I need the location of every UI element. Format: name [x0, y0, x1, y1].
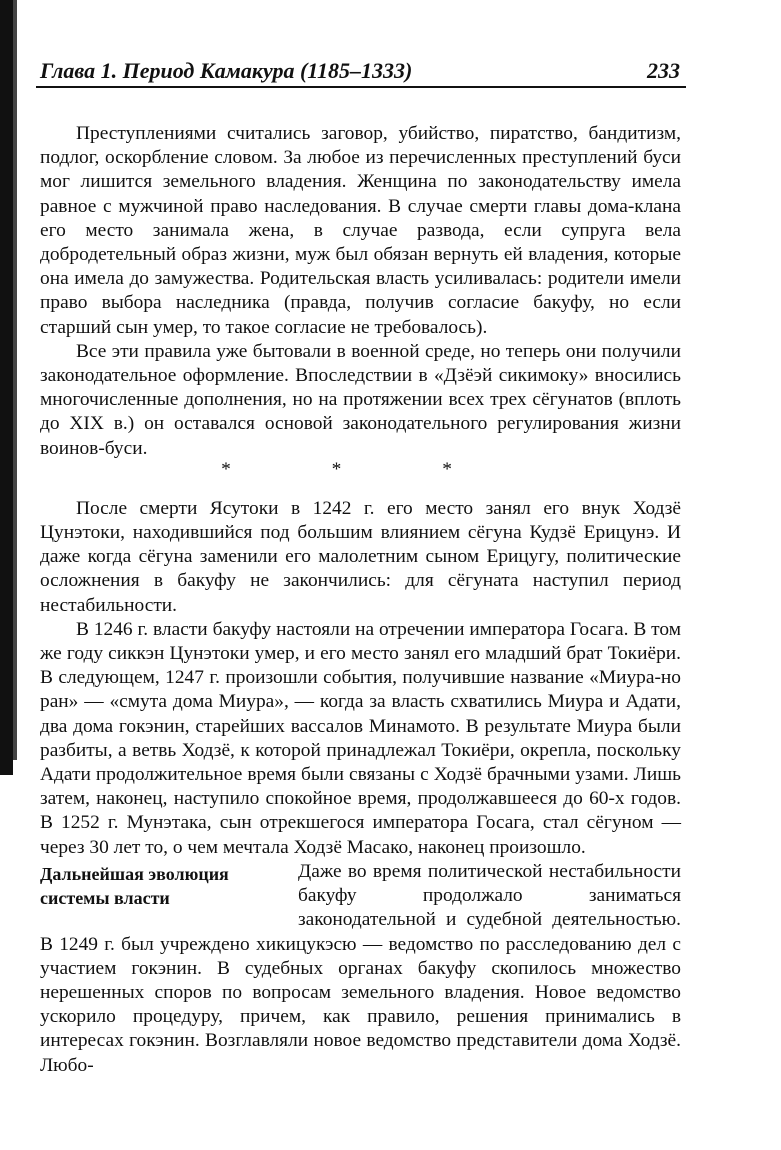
- section-separator: * * *: [221, 458, 500, 480]
- paragraph: После смерти Ясутоки в 1242 г. его место занял его внук Ходзё Цунэтоки, находившийся под большим влиянием сёгуна Кудзё Ерицунэ. И даже когда сёгуна заменили его малолетним сыном Ерицугу, политические осложнения в бакуфу не закончились: для сёгуната наступил период нестабильности.: [40, 497, 681, 616]
- book-spine-shadow: [0, 0, 13, 775]
- margin-heading: Дальнейшая эволюция системы власти: [40, 863, 229, 908]
- running-head: Глава 1. Период Камакура (1185–1333): [40, 58, 413, 83]
- paragraph: Даже во время политической нестабильности бакуфу продолжало заниматься законодательной и судебной деятельностью. В 1249 г. был учреждено хикицукэсю — ведомство по расследованию дел с участием гокэнин. В судебных органах бакуфу скопилось множество нерешенных споров по вопросам земельного владения. Новое ведомство ускорило процедуру, причем, как правило, решения принимались в интересах гокэнин. Возглавляли новое ведомство представители дома Ходзё. Любо-: [40, 860, 681, 1076]
- page-header: [36, 52, 686, 90]
- header-rule: [36, 86, 686, 88]
- paragraph: Все эти правила уже бытовали в военной среде, но теперь они получили законодательное оформление. Впоследствии в «Дзёэй сикимоку» вносились многочисленные дополнения, но на протяжении всех трех сёгунатов (вплоть до XIX в.) он оставался основой законодательного регулирования жизни воинов-буси.: [40, 340, 681, 459]
- page-number: 233: [647, 58, 680, 83]
- book-spine-edge: [13, 0, 17, 760]
- paragraph: В 1246 г. власти бакуфу настояли на отречении императора Госага. В том же году сиккэн Цунэтоки умер, и его место занял его младший брат Токиёри. В следующем, 1247 г. произошли события, получившие название «Миура-но ран» — «смута дома Миура», — когда за власть схватились Миура и Адати, два дома гокэнин, старейших вассалов Минамото. В результате Миура были разбиты, а ветвь Ходзё, к которой принадлежал Токиёри, окрепла, поскольку Адати продолжительное время были связаны с Ходзё брачными узами. Лишь затем, наконец, наступило спокойное время, продолжавшееся до 60-х годов. В 1252 г. Мунэтака, сын отрекшегося императора Госага, стал сёгуном — через 30 лет то, о чем мечтала Ходзё Масако, наконец произошло.: [40, 618, 681, 858]
- paragraph: Преступлениями считались заговор, убийство, пиратство, бандитизм, подлог, оскорбление словом. За любое из перечисленных преступлений буси мог лишится земельного владения. Женщина по законодательству имела равное с мужчиной право наследования. В случае смерти главы дома-клана его место занимала жена, в случае развода, если супруга вела добродетельный образ жизни, муж был обязан вернуть ей владения, которые она имела до замужества. Родительская власть усиливалась: родители имели право выбора наследника (правда, получив согласие бакуфу, но если старший сын умер, то такое согласие не требовалось).: [40, 123, 681, 338]
- page-body: [40, 122, 681, 1078]
